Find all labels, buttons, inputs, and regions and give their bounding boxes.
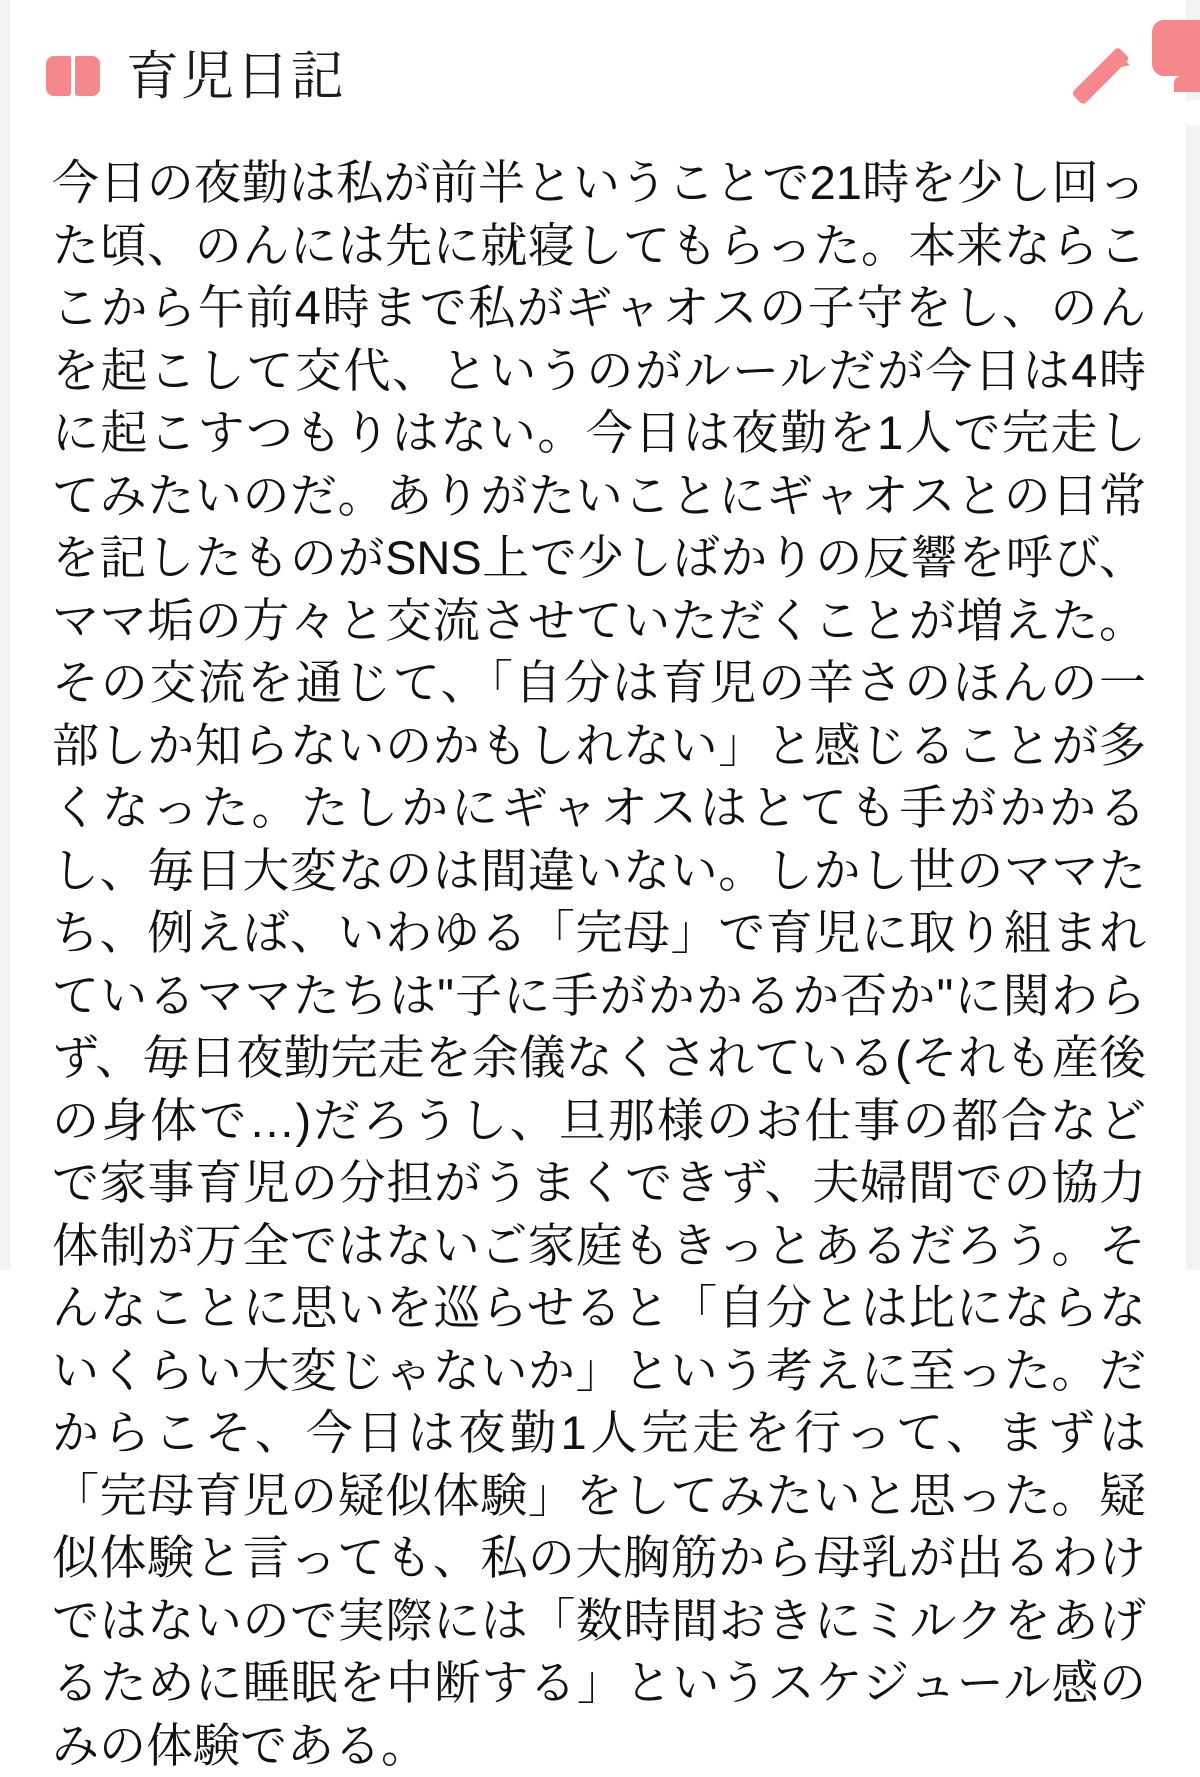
- page-title: 育児日記: [126, 46, 346, 106]
- title-group: [46, 46, 346, 106]
- app-header: [10, 0, 1186, 152]
- book-icon: [46, 56, 100, 96]
- diary-entry-text: 今日の夜勤は私が前半ということで21時を少し回った頃、のんには先に就寝してもらった。本来ならここから午前4時まで私がギャオスの子守をし、のんを起こして交代、というのがルールだが今日は4時に起こすつもりはない。今日は夜勤を1人で完走してみたいのだ。ありがたいことにギャオスとの日常を記したものがSNS上で少しばかりの反響を呼び、ママ垢の方々と交流させていただくことが増えた。その交流を通じて、「自分は育児の辛さのほんの一部しか知らないのかもしれない」と感じることが多くなった。たしかにギャオスはとても手がかかるし、毎日大変なのは間違いない。しかし世のママたち、例えば、いわゆる「完母」で育児に取り組まれているママたちは"子に手がかかるか否か"に関わらず、毎日夜勤完走を余儀なくされている(それも産後の身体で…)だろうし、旦那様のお仕事の都合などで家事育児の分担がうまくできず、夫婦間での協力体制が万全ではないご家庭もきっとあるだろう。そんなことに思いを巡らせると「自分とは比にならないくらい大変じゃないか」という考えに至った。だからこそ、今日は夜勤1人完走を行って、まずは「完母育児の疑似体験」をしてみたいと思った。疑似体験と言っても、私の大胸筋から母乳が出るわけではないので実際には「数時間おきにミルクをあげるために睡眠を中断する」というスケジュール感のみの体験である。: [52, 156, 1146, 1772]
